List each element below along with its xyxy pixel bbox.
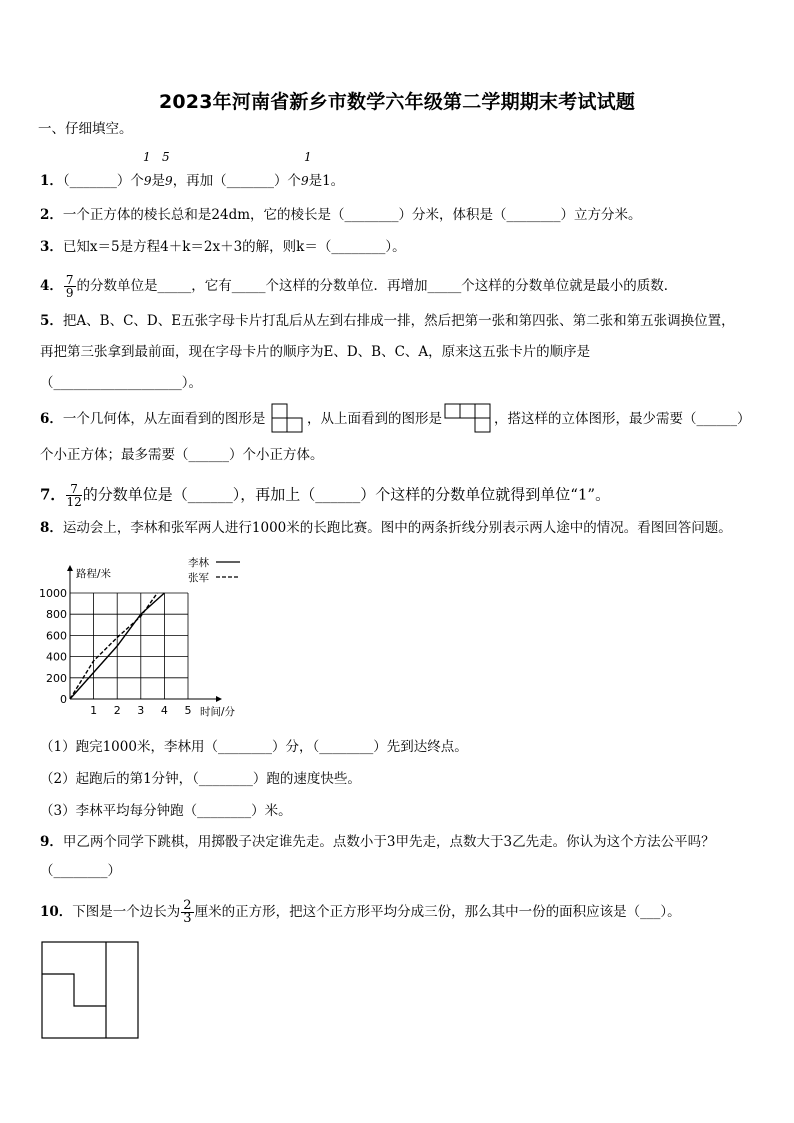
question-8 bbox=[40, 519, 732, 537]
answer-blank[interactable]: _______ bbox=[226, 173, 274, 189]
question-text: 把A、B、C、D、E五张字母卡片打乱后从左到右排成一排，然后把第一张和第四张、第二张和第五张调换位置， bbox=[62, 313, 735, 329]
y-tick-label: 0 bbox=[60, 693, 67, 706]
q7-fraction bbox=[66, 483, 81, 508]
q10-fraction bbox=[181, 900, 193, 925]
outer-square bbox=[42, 942, 138, 1038]
question-9 bbox=[40, 833, 715, 851]
question-number: 3． bbox=[40, 239, 63, 255]
fraction-denominator: 9 bbox=[65, 286, 74, 300]
q1-fraction-num: 1 bbox=[143, 150, 151, 164]
view-square bbox=[272, 404, 287, 418]
y-axis-label: 路程/米 bbox=[76, 568, 112, 580]
x-axis-label: 时间/分 bbox=[200, 706, 236, 718]
x-tick-label: 3 bbox=[137, 704, 145, 717]
x-axis-arrow bbox=[216, 696, 222, 702]
q1-text-part: 是 bbox=[151, 173, 166, 189]
fraction-numerator: 7 bbox=[66, 483, 81, 496]
question-text: 的分数单位是_____，它有_____个这样的分数单位．再增加_____个这样的分数单位就是最小的质数． bbox=[76, 278, 678, 294]
question-number: 5． bbox=[40, 313, 63, 329]
question-6-part-2: ，从上面看到的图形是 bbox=[307, 411, 442, 427]
question-3 bbox=[40, 238, 406, 256]
view-square bbox=[475, 418, 490, 432]
question-text: 下图是一个边长为 bbox=[72, 904, 181, 920]
top-view-figure bbox=[444, 403, 492, 433]
q1-fraction-num: 5 bbox=[162, 150, 170, 164]
fraction-numerator: 2 bbox=[183, 898, 192, 913]
question-number: 2． bbox=[40, 207, 63, 223]
q1-text-part: ）个 bbox=[116, 173, 144, 189]
question-text: 一个几何体，从左面看到的图形是 bbox=[62, 411, 266, 427]
question-number: 7． bbox=[40, 485, 66, 504]
question-8-sub-1: （1）跑完1000米，李林用（________）分，（________）先到达终点。 bbox=[40, 739, 468, 755]
question-5-line-2: 再把第三张拿到最前面，现在字母卡片的顺序为E、D、B、C、A，原来这五张卡片的顺序是 bbox=[40, 344, 591, 360]
question-1 bbox=[40, 172, 344, 190]
question-number: 9． bbox=[40, 834, 63, 850]
question-10 bbox=[40, 900, 681, 925]
question-text: 的分数单位是（______），再加上（______）个这样的分数单位就得到单位“1”。 bbox=[82, 485, 611, 504]
x-tick-label: 4 bbox=[160, 704, 168, 717]
y-tick-label: 200 bbox=[46, 671, 67, 685]
question-6-line-2: 个小正方体；最多需要（______）个小正方体。 bbox=[40, 447, 324, 463]
page-title: 2023年河南省新乡市数学六年级第二学期期末考试试题 bbox=[158, 91, 636, 113]
q4-fraction bbox=[64, 274, 76, 299]
question-text: 已知x＝5是方程4＋k＝2x＋3的解，则k＝（________）。 bbox=[62, 239, 406, 255]
left-view-figure bbox=[271, 403, 305, 433]
question-4 bbox=[40, 274, 677, 299]
question-2 bbox=[40, 206, 642, 224]
q1-text-part: ，再加（ bbox=[172, 173, 227, 189]
view-square bbox=[287, 418, 302, 432]
fraction-denominator: 12 bbox=[66, 495, 82, 509]
question-8-sub-3: （3）李林平均每分钟跑（________）米。 bbox=[40, 803, 292, 819]
q1-text-part: ）个 bbox=[273, 173, 301, 189]
question-6-part-3: ，搭这样的立体图形，最少需要（______） bbox=[494, 411, 751, 427]
y-tick-label: 400 bbox=[46, 650, 67, 664]
x-tick-label: 1 bbox=[90, 704, 98, 717]
q1-fraction-den: 9 bbox=[165, 174, 173, 188]
question-text: 一个正方体的棱长总和是24dm，它的棱长是（________）分米，体积是（________）立方分米。 bbox=[62, 207, 642, 223]
question-5-answer[interactable]: （___________________）。 bbox=[40, 375, 202, 391]
q1-fraction-den: 9 bbox=[143, 174, 152, 188]
q1-text-part: （ bbox=[62, 173, 70, 189]
view-square bbox=[272, 418, 287, 432]
question-6 bbox=[40, 410, 265, 428]
q1-fraction-den: 9 bbox=[300, 174, 309, 188]
series-line-zhangjun bbox=[70, 593, 157, 699]
view-square bbox=[460, 404, 475, 418]
y-tick-label: 1000 bbox=[39, 587, 67, 600]
distance-time-chart bbox=[30, 552, 260, 724]
legend-label: 李林 bbox=[188, 557, 209, 569]
fraction-denominator: 3 bbox=[183, 911, 192, 926]
question-number: 6． bbox=[40, 411, 63, 427]
view-square bbox=[475, 404, 490, 418]
question-9-answer[interactable]: （________） bbox=[40, 863, 121, 879]
y-tick-label: 600 bbox=[46, 629, 67, 643]
view-square bbox=[445, 404, 460, 418]
question-number: 4． bbox=[40, 278, 63, 294]
x-tick-label: 2 bbox=[113, 704, 121, 717]
question-text: 运动会上，李林和张军两人进行1000米的长跑比赛。图中的两条折线分别表示两人途中的情况。看图回答问题。 bbox=[62, 520, 732, 536]
question-text: 厘米的正方形，把这个正方形平均分成三份，那么其中一份的面积应该是（___）。 bbox=[194, 904, 681, 920]
question-text: 甲乙两个同学下跳棋，用掷骰子决定谁先走。点数小于3甲先走，点数大于3乙先走。你认为这个方法公平吗？ bbox=[62, 834, 715, 850]
q1-text-part: 是1。 bbox=[308, 173, 345, 189]
question-8-sub-2: （2）起跑后的第1分钟，（________）跑的速度快些。 bbox=[40, 771, 361, 787]
y-axis-arrow bbox=[67, 565, 73, 571]
square-divided-figure bbox=[40, 940, 142, 1042]
fraction-numerator: 7 bbox=[65, 273, 74, 287]
legend-label: 张军 bbox=[188, 572, 209, 584]
question-5 bbox=[40, 312, 735, 330]
answer-blank[interactable]: _______ bbox=[69, 173, 117, 189]
question-number: 1． bbox=[40, 173, 63, 189]
divider-line bbox=[42, 974, 106, 1006]
x-tick-label: 5 bbox=[184, 704, 192, 717]
q1-fraction-num: 1 bbox=[304, 150, 312, 164]
section-heading: 一、仔细填空。 bbox=[38, 121, 133, 137]
y-tick-label: 800 bbox=[46, 608, 67, 622]
question-number: 8． bbox=[40, 520, 63, 536]
question-7 bbox=[40, 483, 610, 508]
question-number: 10． bbox=[40, 904, 73, 920]
